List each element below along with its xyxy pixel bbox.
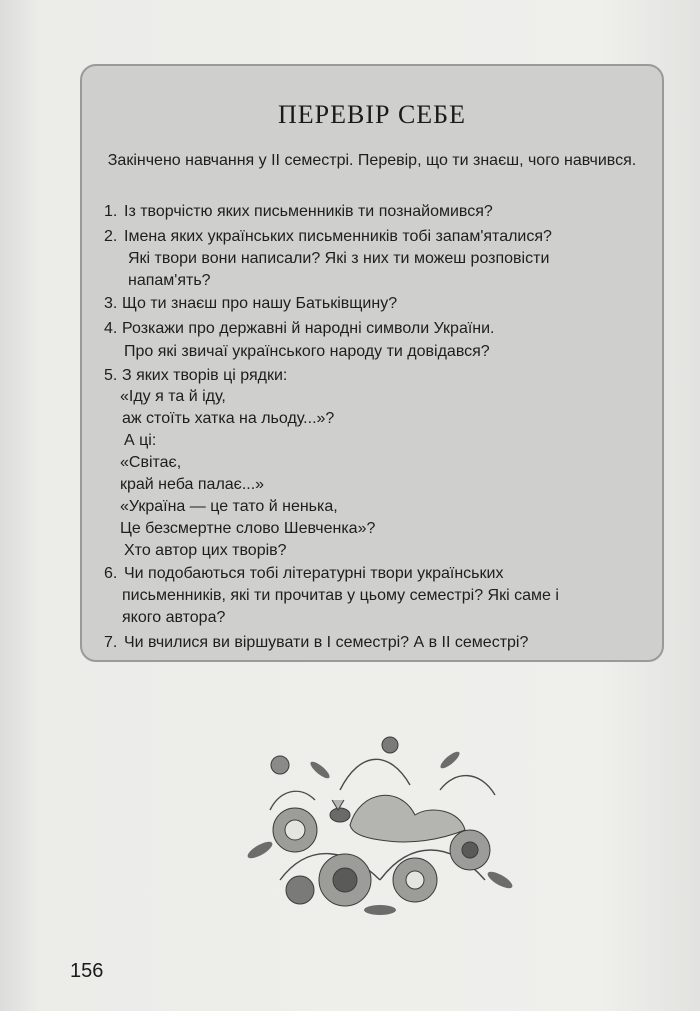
- intro-text: Закінчено навчання у ІІ семестрі. Перевір, що ти знаєш, чого навчився.: [107, 152, 637, 169]
- question-1-line-1: Із творчістю яких письменників ти познайомився?: [124, 203, 493, 220]
- question-5-line-4: А ці:: [124, 432, 157, 449]
- question-5-line-8: Це безсмертне слово Шевченка»?: [120, 520, 376, 537]
- question-6-line-2: письменників, які ти прочитав у цьому семестрі? Які саме і: [122, 587, 559, 604]
- question-5-line-6: край неба палає...»: [120, 476, 265, 493]
- question-2-line-2: Які твори вони написали? Які з них ти можеш розповісти: [128, 250, 550, 267]
- floral-illustration: [240, 730, 520, 920]
- question-6-line-3: якого автора?: [122, 609, 226, 626]
- question-number-1: 1.: [104, 203, 118, 220]
- question-number-4: 4.: [104, 320, 118, 337]
- question-5-line-1: З яких творів ці рядки:: [122, 367, 288, 384]
- question-number-5: 5.: [104, 367, 118, 384]
- question-3-line-1: Що ти знаєш про нашу Батьківщину?: [122, 295, 398, 312]
- question-number-6: 6.: [104, 565, 118, 582]
- question-4-line-2: Про які звичаї українського народу ти довідався?: [124, 343, 490, 360]
- question-number-7: 7.: [104, 634, 118, 651]
- question-2-line-1: Імена яких українських письменників тобі запам'яталися?: [124, 228, 552, 245]
- question-number-2: 2.: [104, 228, 118, 245]
- question-6-line-1: Чи подобаються тобі літературні твори українських: [124, 565, 504, 582]
- question-5-line-5: «Світає,: [120, 454, 182, 471]
- page-title: ПЕРЕВІР СЕБЕ: [278, 100, 466, 129]
- question-5-line-7: «Україна — це тато й ненька,: [120, 498, 338, 515]
- question-4-line-1: Розкажи про державні й народні символи України.: [122, 320, 495, 337]
- question-5-line-9: Хто автор цих творів?: [124, 542, 287, 559]
- question-number-3: 3.: [104, 295, 118, 312]
- question-5-line-3: аж стоїть хатка на льоду...»?: [122, 410, 335, 427]
- page-number: 156: [70, 960, 104, 982]
- question-2-line-3: напам'ять?: [128, 272, 211, 289]
- question-5-line-2: «Іду я та й іду,: [120, 388, 226, 405]
- question-7-line-1: Чи вчилися ви віршувати в І семестрі? А в ІІ семестрі?: [124, 634, 529, 651]
